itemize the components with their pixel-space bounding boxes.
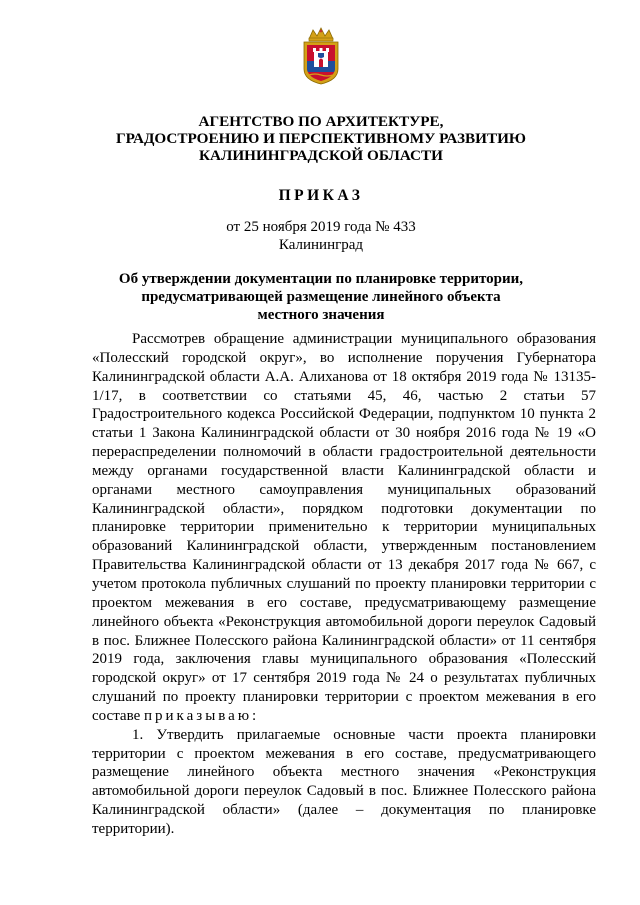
- agency-line-2: ГРАДОСТРОЕНИЮ И ПЕРСПЕКТИВНОМУ РАЗВИТИЮ: [115, 130, 526, 147]
- body-paragraph-2: 1. Утвердить прилагаемые основные части проекта планировки территории с проектом межевания в его составе, предусматривающего размещение линейного объекта местного значения «Реконструкция автомобильной дороги переулок Садовый в пос. Ближнее Полесского района Калининградской области» (далее – документация по планировке территории).: [92, 726, 596, 837]
- city-line: Калининград: [278, 237, 364, 253]
- document-type-title: ПРИКАЗ: [278, 187, 364, 204]
- subject-line-2: предусматривающей размещение линейного объекта: [141, 289, 501, 305]
- date-block: [60, 218, 582, 254]
- order-keyword: приказываю:: [144, 707, 260, 724]
- date-number-line: от 25 ноября 2019 года № 433: [226, 219, 416, 235]
- document-subject: [60, 270, 582, 324]
- agency-line-1: АГЕНТСТВО ПО АРХИТЕКТУРЕ,: [198, 113, 444, 130]
- document-body: [92, 330, 596, 839]
- body-paragraph-1: [92, 330, 596, 726]
- subject-line-1: Об утверждении документации по планировке территории,: [118, 271, 524, 287]
- body-paragraph-1-main: Рассмотрев обращение администрации муниципального образования «Полесский городской округ», во исполнение поручения Губернатора Калининградской области А.А. Алиханова от 18 октября 2019 года № 13135-1/17, в соответствии со статьями 45, 46, частью 2 статьи 57 Градостроительного кодекса Российской Федерации, подпунктом 10 пункта 2 статьи 1 Закона Калининградской области от 30 ноября 2016 года № 19 «О перераспределении полномочий в области градостроительной деятельности между органами государственной власти Калининградской области и органами местного самоуправления муниципальных образований Калининградской области», порядком подготовки документации по планировке территории применительно к территории муниципальных образований Калининградской области, утвержденным постановлением Правительства Калининградской области от 13 декабря 2017 года № 667, с учетом протокола публичных слушаний по проекту планировки территории с проектом межевания в его составе, предусматривающему размещение линейного объекта «Реконструкция автомобильной дороги переулок Садовый в пос. Ближнее Полесского района Калининградской области» от 11 сентября 2019 года, заключения главы муниципального образования «Полесский городской округ» от 17 сентября 2019 года № 24 о результатах публичных слушаний по проекту планировки территории с проектом межевания в его составе: [92, 331, 596, 724]
- subject-line-3: местного значения: [257, 307, 385, 323]
- agency-line-3: КАЛИНИНГРАДСКОЙ ОБЛАСТИ: [199, 147, 443, 164]
- coat-of-arms-icon: [301, 27, 341, 85]
- agency-name: [60, 113, 582, 164]
